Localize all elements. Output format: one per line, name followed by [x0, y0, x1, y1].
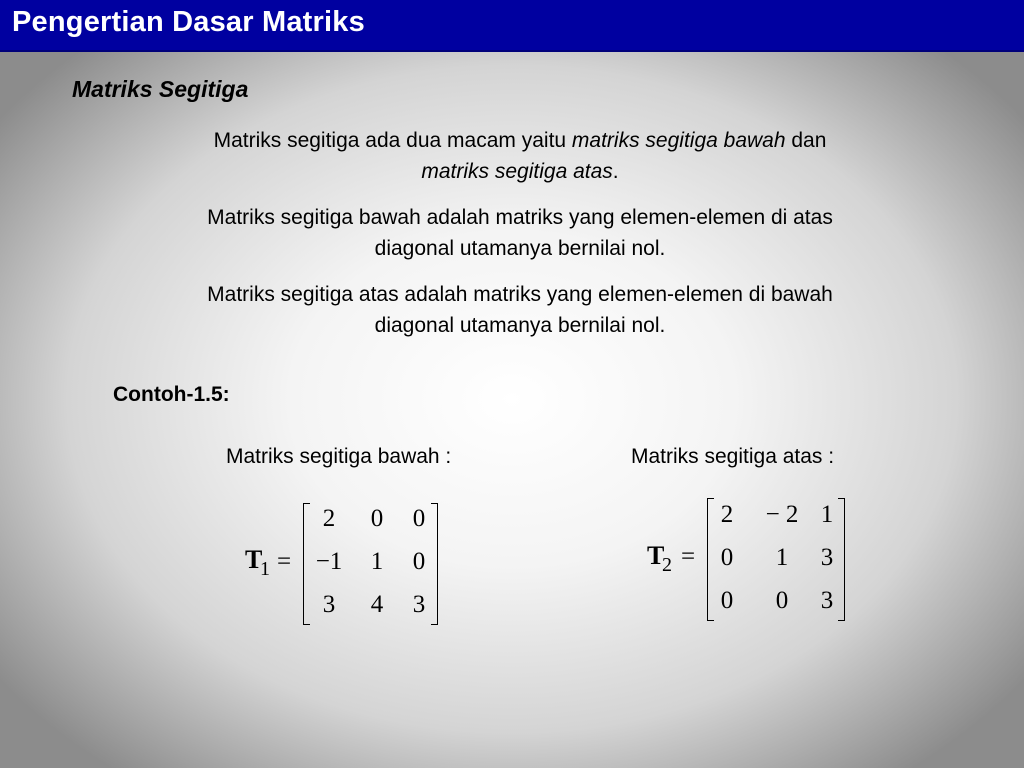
paragraph-intro-line2 [120, 156, 920, 187]
example-label: Contoh-1.5: [113, 383, 230, 406]
matrix-cell: 0 [412, 505, 426, 532]
intro-conjunction: dan [785, 129, 827, 152]
matrix-cell: − 2 [765, 501, 799, 528]
lower-matrix-subscript: 1 [260, 558, 270, 580]
paragraph-lower-definition [120, 202, 920, 264]
intro-term-upper: matriks segitiga atas [421, 160, 613, 183]
intro-text: Matriks segitiga ada dua macam yaitu [213, 129, 572, 152]
matrix-cell: 0 [720, 544, 734, 571]
matrix-cell: 1 [820, 501, 834, 528]
upper-definition-line1: Matriks segitiga atas adalah matriks yang elemen-elemen di bawah [207, 283, 833, 306]
matrix-cell: 2 [322, 505, 336, 532]
matrix-cell: 1 [370, 548, 384, 575]
title-bar [0, 0, 1024, 52]
upper-matrix-symbol: T [647, 541, 665, 570]
matrix-cell: 0 [412, 548, 426, 575]
matrix-cell: 0 [775, 587, 789, 614]
matrix-cell: −1 [315, 548, 343, 575]
matrix-cell: 4 [370, 591, 384, 618]
paragraph-upper-definition [120, 279, 920, 341]
intro-term-lower: matriks segitiga bawah [571, 129, 786, 152]
slide-title: Pengertian Dasar Matriks [12, 6, 365, 38]
upper-definition-line2: diagonal utamanya bernilai nol. [374, 314, 666, 337]
matrix-cell: 3 [820, 544, 834, 571]
matrix-cell: 2 [720, 501, 734, 528]
intro-period: . [612, 160, 619, 183]
lower-matrix-symbol: T [245, 545, 263, 574]
matrix-cell: 3 [412, 591, 426, 618]
lower-definition-line2: diagonal utamanya bernilai nol. [374, 237, 666, 260]
matrix-cell: 3 [820, 587, 834, 614]
lower-equals-sign: = [277, 548, 292, 575]
section-title: Matriks Segitiga [72, 76, 249, 102]
upper-matrix-subscript: 2 [662, 554, 672, 576]
matrix-cell: 0 [720, 587, 734, 614]
matrix-cell: 0 [370, 505, 384, 532]
lower-matrix-caption: Matriks segitiga bawah : [226, 445, 452, 468]
paragraph-intro [120, 125, 920, 187]
matrix-cell: 3 [322, 591, 336, 618]
upper-matrix-caption: Matriks segitiga atas : [631, 445, 835, 468]
paragraph-intro-line1 [120, 125, 920, 156]
lower-definition-line1: Matriks segitiga bawah adalah matriks yang elemen-elemen di atas [207, 206, 833, 229]
matrix-cell: 1 [775, 544, 789, 571]
upper-equals-sign: = [681, 543, 696, 570]
